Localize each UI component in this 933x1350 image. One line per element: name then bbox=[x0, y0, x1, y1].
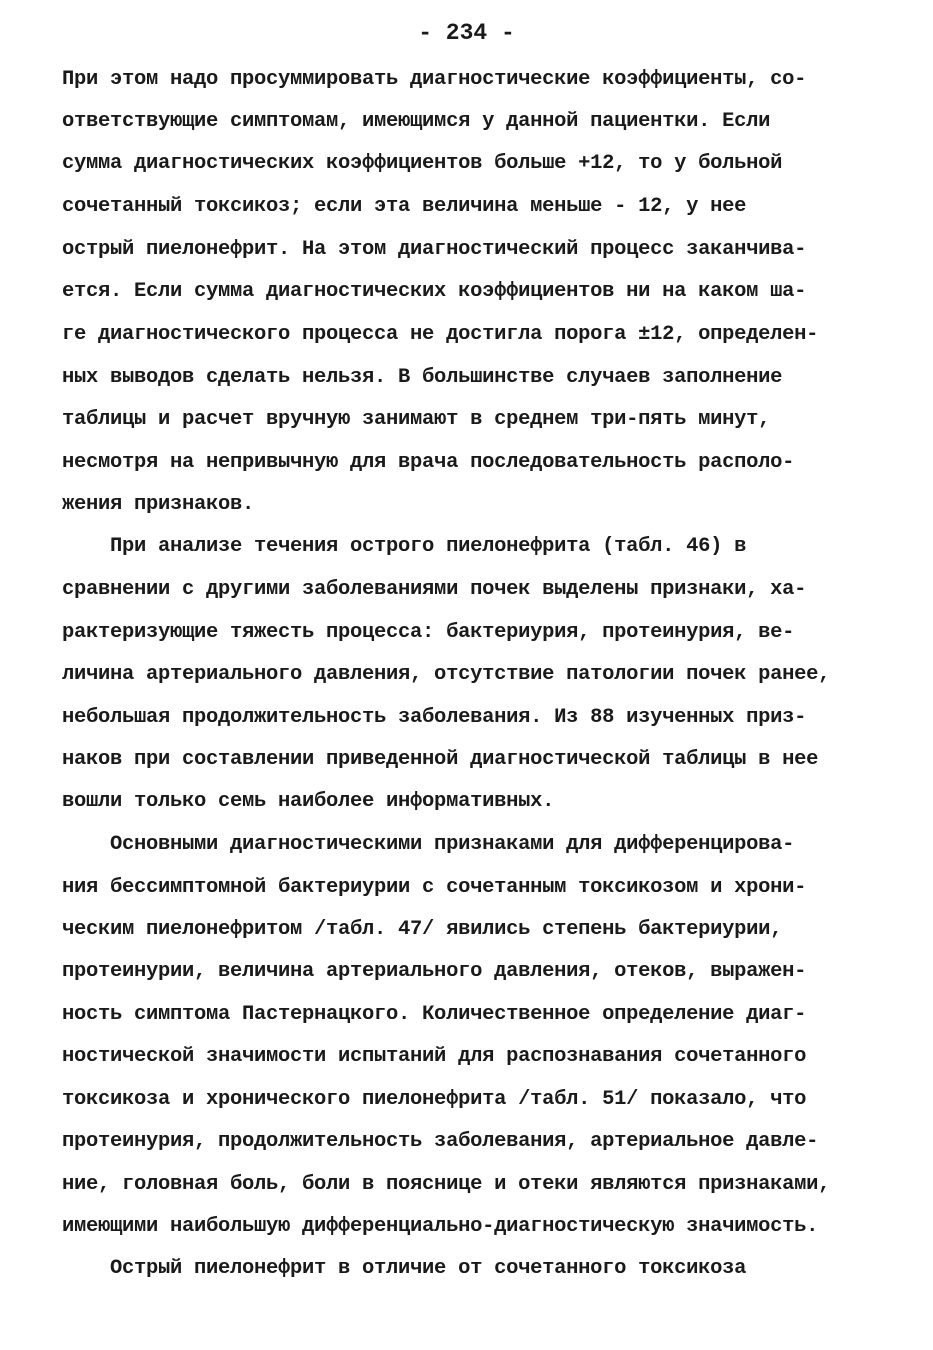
text-line: ческим пиелонефритом /табл. 47/ явились степень бактериурии, bbox=[62, 918, 783, 941]
text-line: жения признаков. bbox=[62, 493, 255, 516]
text-line: протеинурии, величина артериального давления, отеков, выражен- bbox=[62, 960, 807, 983]
text-line: небольшая продолжительность заболевания. Из 88 изученных приз- bbox=[62, 706, 807, 729]
text-line: личина артериального давления, отсутствие патологии почек ранее, bbox=[62, 663, 831, 686]
text-line: ния бессимптомной бактериурии с сочетанным токсикозом и хрони- bbox=[62, 876, 807, 899]
text-line: При этом надо просуммировать диагностические коэффициенты, со- bbox=[62, 68, 807, 91]
text-line: Основными диагностическими признаками для дифференцирова- bbox=[62, 833, 795, 856]
text-line: острый пиелонефрит. На этом диагностический процесс заканчива- bbox=[62, 238, 807, 261]
text-line: наков при составлении приведенной диагностической таблицы в нее bbox=[62, 748, 819, 771]
text-line: таблицы и расчет вручную занимают в среднем три-пять минут, bbox=[62, 408, 771, 431]
text-line: ние, головная боль, боли в пояснице и отеки являются признаками, bbox=[62, 1173, 831, 1196]
text-line: ется. Если сумма диагностических коэффициентов ни на каком ша- bbox=[62, 280, 807, 303]
text-line: имеющими наибольшую дифференциально-диагностическую значимость. bbox=[62, 1215, 819, 1238]
text-line: ностической значимости испытаний для распознавания сочетанного bbox=[62, 1045, 807, 1068]
text-line: сравнении с другими заболеваниями почек выделены признаки, ха- bbox=[62, 578, 807, 601]
text-line: токсикоза и хронического пиелонефрита /табл. 51/ показало, что bbox=[62, 1088, 807, 1111]
text-line: Острый пиелонефрит в отличие от сочетанного токсикоза bbox=[62, 1257, 747, 1280]
text-line: ных выводов сделать нельзя. В большинстве случаев заполнение bbox=[62, 366, 783, 389]
text-line: ге диагностического процесса не достигла порога ±12, определен- bbox=[62, 323, 819, 346]
text-line: сумма диагностических коэффициентов больше +12, то у больной bbox=[62, 152, 783, 175]
text-line: сочетанный токсикоз; если эта величина меньше - 12, у нее bbox=[62, 195, 747, 218]
text-line: вошли только семь наиболее информативных. bbox=[62, 790, 555, 813]
text-line: ность симптома Пастернацкого. Количественное определение диаг- bbox=[62, 1003, 807, 1026]
text-line: рактеризующие тяжесть процесса: бактериурия, протеинурия, ве- bbox=[62, 621, 795, 644]
text-line: несмотря на непривычную для врача последовательность располо- bbox=[62, 451, 795, 474]
text-line: протеинурия, продолжительность заболевания, артериальное давле- bbox=[62, 1130, 819, 1153]
text-line: ответствующие симптомам, имеющимся у данной пациентки. Если bbox=[62, 110, 771, 133]
text-line: При анализе течения острого пиелонефрита (табл. 46) в bbox=[62, 535, 747, 558]
page-number: - 234 - bbox=[418, 20, 515, 46]
